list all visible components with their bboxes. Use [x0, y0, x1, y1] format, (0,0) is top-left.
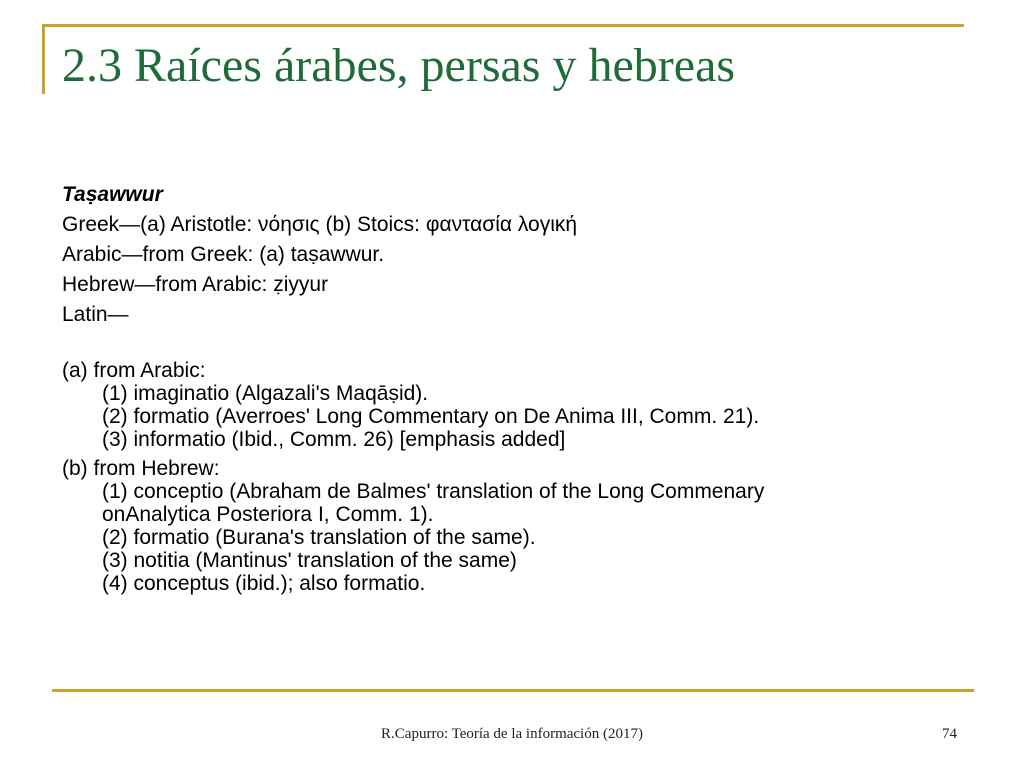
top-rule	[42, 24, 964, 27]
term-heading: Taṣawwur	[62, 183, 163, 206]
list-item: (2) formatio (Burana's translation of the same).	[102, 526, 536, 549]
from-hebrew-group	[62, 457, 992, 595]
left-rule	[42, 24, 45, 94]
footer-text: R.Capurro: Teoría de la información (2017)	[381, 726, 643, 742]
arabic-line: Arabic—from Greek: (a) taṣawwur.	[62, 243, 385, 266]
from-arabic-group	[62, 359, 992, 451]
list-item: (4) conceptus (ibid.); also formatio.	[102, 572, 426, 595]
spacer	[62, 330, 992, 359]
list-item: (3) notitia (Mantinus' translation of the same)	[102, 549, 517, 572]
list-item: onAnalytica Posteriora I, Comm. 1).	[102, 503, 434, 526]
slide-body	[62, 180, 992, 601]
bottom-rule	[52, 689, 974, 692]
page-number: 74	[942, 726, 957, 742]
list-item: (1) imaginatio (Algazali's Maqāṣid).	[102, 382, 429, 405]
list-item: (1) conceptio (Abraham de Balmes' translation of the Long Commenary	[102, 480, 765, 503]
list-item: (2) formatio (Averroes' Long Commentary on De Anima III, Comm. 21).	[102, 405, 760, 428]
list-item: (3) informatio (Ibid., Comm. 26) [emphasis added]	[102, 428, 566, 451]
from-hebrew-label: (b) from Hebrew:	[62, 457, 220, 480]
from-arabic-label: (a) from Arabic:	[62, 359, 206, 382]
slide-title: 2.3 Raíces árabes, persas y hebreas	[62, 39, 736, 92]
hebrew-line: Hebrew—from Arabic: ẓiyyur	[62, 273, 329, 296]
greek-line: Greek—(a) Aristotle: νόησις (b) Stoics: φαντασία λογική	[62, 213, 578, 236]
latin-line: Latin—	[62, 303, 129, 326]
